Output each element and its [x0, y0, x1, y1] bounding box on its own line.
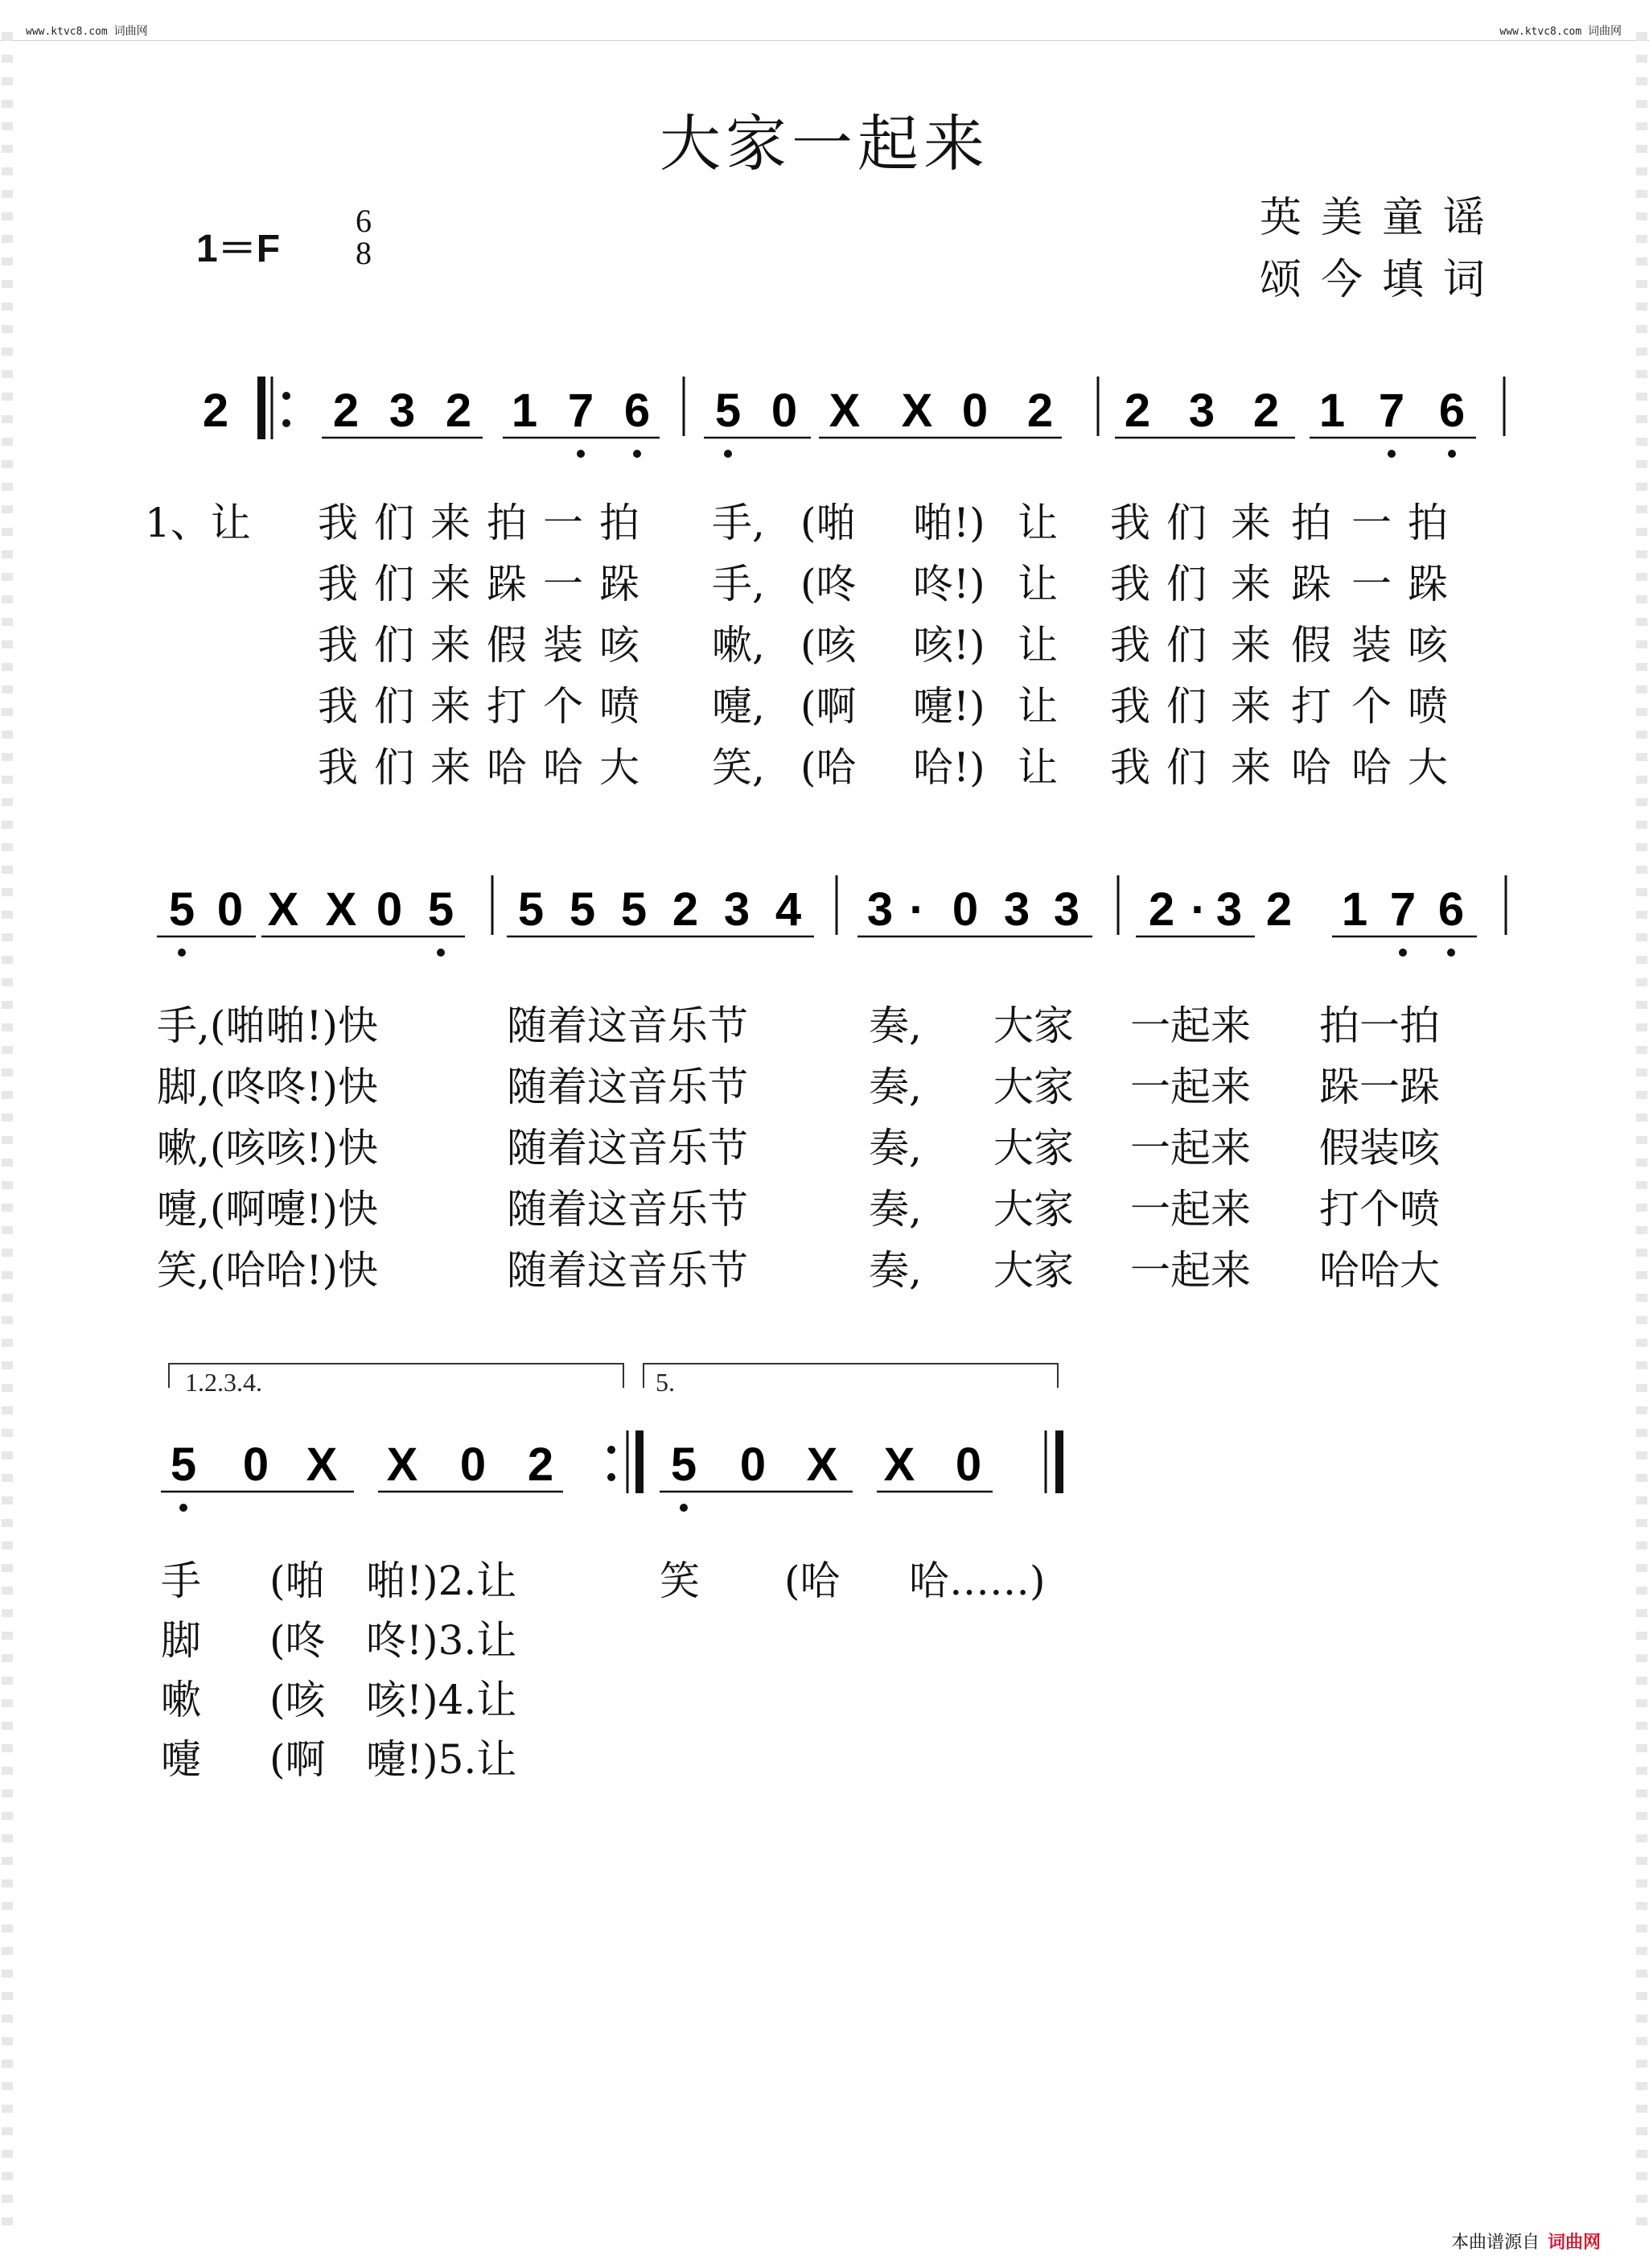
lyric-syllable: 奏,: [869, 1247, 922, 1294]
lyric-syllable: 奏,: [869, 1186, 922, 1233]
lyric-syllable: 们: [374, 500, 414, 546]
lyric-syllable: 手,: [712, 500, 765, 546]
lyric-syllable: (咳: [800, 622, 857, 669]
note: X: [829, 385, 861, 437]
credit-music: 英美童谣: [1259, 194, 1504, 242]
lyric-syllable: (哈: [800, 744, 857, 791]
note: 1: [1318, 385, 1346, 437]
song-title: 大家一起来: [660, 108, 989, 179]
lyric-syllable: 我: [1110, 683, 1150, 730]
note: X: [901, 385, 933, 437]
low-octave-dot: [680, 1504, 688, 1512]
lyric-syllable: 让: [1018, 744, 1058, 791]
lyric-syllable: 咳: [599, 622, 639, 669]
low-octave-dot: [633, 450, 641, 458]
note: 2: [1148, 883, 1175, 936]
note: 6: [1437, 883, 1465, 936]
lyric-syllable: 哈!): [913, 744, 985, 791]
lyric-syllable: 跺一跺: [1319, 1064, 1440, 1110]
lyric-syllable: 脚: [161, 1617, 201, 1664]
note: 2: [445, 385, 472, 437]
low-octave-dot: [1388, 450, 1396, 458]
lyric-syllable: 我: [1110, 500, 1150, 546]
note: 2: [1265, 883, 1293, 936]
lyric-syllable: 拍: [599, 500, 639, 546]
lyric-syllable: 装: [543, 622, 583, 669]
note: 0: [961, 385, 989, 437]
lyric-syllable: 嚏!)5.让: [366, 1736, 517, 1783]
lyric-syllable: 我: [1110, 744, 1150, 791]
lyric-syllable: 咚!): [913, 561, 985, 607]
meter-bottom: 8: [356, 235, 372, 271]
note: 0: [955, 1439, 982, 1491]
lyric-syllable: 手: [161, 1558, 201, 1604]
lyric-syllable: 哈……): [909, 1558, 1046, 1604]
lyric-syllable: 来: [1231, 683, 1271, 730]
lyric-syllable: 1、让: [145, 500, 251, 546]
note: X: [267, 883, 299, 936]
note: 0: [242, 1439, 269, 1491]
lyric-syllable: 咳!): [913, 622, 985, 669]
lyric-syllable: 喷: [1408, 683, 1448, 730]
lyric-syllable: 们: [1166, 500, 1207, 546]
lyric-syllable: 我: [318, 683, 358, 730]
note: 3: [1053, 883, 1080, 936]
lyric-syllable: 一起来: [1130, 1002, 1251, 1049]
low-octave-dot: [1447, 949, 1455, 957]
lyric-syllable: 嚏: [161, 1736, 201, 1783]
note: 7: [567, 385, 594, 437]
lyric-syllable: 随着这音乐节: [507, 1125, 748, 1171]
lyric-syllable: 啪!): [913, 500, 985, 546]
lyric-syllable: (咚: [800, 561, 857, 607]
site-url[interactable]: www.ktvc8.com: [26, 26, 108, 38]
note: 2: [527, 1439, 554, 1491]
lyric-syllable: 们: [1166, 744, 1207, 791]
lyric-syllable: 来: [1231, 744, 1271, 791]
lyric-syllable: 大家: [993, 1186, 1074, 1233]
note: 5: [517, 883, 545, 936]
lyric-syllable: 手,: [712, 561, 765, 607]
lyric-syllable: 们: [374, 744, 414, 791]
note: 2: [332, 385, 360, 437]
low-octave-dot: [437, 949, 445, 957]
lyric-syllable: 来: [430, 744, 471, 791]
low-octave-dot: [577, 450, 585, 458]
lyric-syllable: 假: [1291, 622, 1331, 669]
lyric-syllable: 大家: [993, 1064, 1074, 1110]
lyric-syllable: 哈: [487, 744, 527, 791]
note: 7: [1389, 883, 1417, 936]
lyric-syllable: 来: [1231, 561, 1271, 607]
lyric-syllable: 嗽,(咳咳!)快: [157, 1125, 378, 1171]
note: 2: [1124, 385, 1151, 437]
note: 5: [168, 883, 195, 936]
lyric-syllable: 咳: [1408, 622, 1448, 669]
lyric-syllable: 我: [318, 500, 358, 546]
lyric-syllable: (啊: [800, 683, 857, 730]
lyric-syllable: 拍一拍: [1319, 1002, 1440, 1049]
repeat-start-thick: [257, 377, 265, 439]
credit-lyrics: 颂今填词: [1259, 256, 1504, 304]
lyric-syllable: 拍: [1291, 500, 1331, 546]
note: 2: [202, 385, 229, 437]
lyric-syllable: 嗽,: [712, 622, 765, 669]
lyric-syllable: 笑,: [712, 744, 765, 791]
lyric-syllable: 大家: [993, 1247, 1074, 1294]
lyric-syllable: 嚏,: [712, 683, 765, 730]
note: 0: [216, 883, 244, 936]
lyric-syllable: 我: [1110, 561, 1150, 607]
note: 1: [1341, 883, 1368, 936]
note: X: [883, 1439, 915, 1491]
note: 6: [623, 385, 651, 437]
note: 3: [389, 385, 416, 437]
lyric-syllable: 拍: [487, 500, 527, 546]
lyric-syllable: 随着这音乐节: [507, 1186, 748, 1233]
lyric-syllable: 大: [1408, 744, 1448, 791]
lyric-syllable: 一起来: [1130, 1064, 1251, 1110]
lyric-syllable: 随着这音乐节: [507, 1002, 748, 1049]
ending-bracket-1: 1.2.3.4.: [185, 1368, 262, 1397]
lyric-syllable: 们: [1166, 683, 1207, 730]
lyric-syllable: 我: [318, 744, 358, 791]
note: 2: [672, 883, 699, 936]
lyric-syllable: 哈哈大: [1319, 1247, 1440, 1294]
note: 4: [775, 883, 802, 936]
lyric-syllable: 一: [543, 561, 583, 607]
lyric-syllable: 嗽: [161, 1677, 201, 1723]
note: 3: [1188, 385, 1215, 437]
lyric-syllable: (咚: [269, 1617, 326, 1664]
meter-top: 6: [356, 203, 372, 239]
site-url[interactable]: www.ktvc8.com: [1499, 26, 1582, 38]
lyric-syllable: 打: [487, 683, 527, 730]
lyric-syllable: 随着这音乐节: [507, 1247, 748, 1294]
note: 2: [1026, 385, 1054, 437]
lyric-syllable: 咚!)3.让: [366, 1617, 517, 1664]
repeat-dot: [282, 419, 290, 427]
low-octave-dot: [724, 450, 732, 458]
lyric-syllable: (啊: [269, 1736, 326, 1783]
lyric-syllable: 一: [1351, 500, 1392, 546]
low-octave-dot: [1448, 450, 1456, 458]
site-name: 词曲网: [113, 25, 148, 38]
note: 7: [1378, 385, 1405, 437]
lyric-syllable: (啪: [269, 1558, 326, 1604]
lyric-syllable: 打个喷: [1319, 1186, 1440, 1233]
lyric-syllable: 哈: [1351, 744, 1392, 791]
note: 2: [1252, 385, 1280, 437]
note: X: [806, 1439, 838, 1491]
lyric-syllable: 手,(啪啪!)快: [157, 1002, 378, 1049]
lyric-syllable: 喷: [599, 683, 639, 730]
lyric-syllable: 咳!)4.让: [366, 1677, 517, 1723]
lyric-syllable: 来: [1231, 622, 1271, 669]
note: 1: [511, 385, 538, 437]
note: 5: [714, 385, 742, 437]
repeat-dot: [607, 1473, 615, 1481]
lyric-syllable: 个: [1351, 683, 1392, 730]
lyric-syllable: 一起来: [1130, 1247, 1251, 1294]
note: 3: [1215, 883, 1243, 936]
lyric-syllable: 嚏!): [913, 683, 985, 730]
repeat-dot: [282, 392, 290, 400]
lyric-syllable: 来: [430, 500, 471, 546]
lyric-syllable: 打: [1291, 683, 1331, 730]
note: ·: [1190, 883, 1207, 936]
key-signature: 1＝F: [196, 228, 281, 270]
note: 0: [459, 1439, 487, 1491]
lyric-syllable: 大家: [993, 1125, 1074, 1171]
lyric-syllable: 个: [543, 683, 583, 730]
note: ·: [909, 883, 925, 936]
lyric-syllable: 脚,(咚咚!)快: [157, 1064, 378, 1110]
note: X: [386, 1439, 418, 1491]
lyric-syllable: 一: [1351, 561, 1392, 607]
note: 5: [670, 1439, 697, 1491]
lyric-syllable: 拍: [1408, 500, 1448, 546]
note: 0: [952, 883, 979, 936]
lyric-syllable: 让: [1018, 561, 1058, 607]
note: 3: [1003, 883, 1030, 936]
lyric-syllable: 奏,: [869, 1064, 922, 1110]
lyric-syllable: 们: [374, 622, 414, 669]
footer-text: 本曲谱源自: [1450, 2233, 1540, 2253]
note: 0: [376, 883, 403, 936]
repeat-end-thick: [635, 1430, 644, 1493]
lyric-syllable: 让: [1018, 683, 1058, 730]
note: 5: [170, 1439, 197, 1491]
lyric-syllable: 哈: [1291, 744, 1331, 791]
lyric-syllable: 来: [430, 683, 471, 730]
lyric-syllable: (咳: [269, 1677, 326, 1723]
lyric-syllable: 我: [1110, 622, 1150, 669]
lyric-syllable: 哈: [543, 744, 583, 791]
note: 3: [866, 883, 894, 936]
lyric-syllable: 我: [318, 622, 358, 669]
lyric-syllable: 奏,: [869, 1002, 922, 1049]
lyric-syllable: 大: [599, 744, 639, 791]
lyric-syllable: 一: [543, 500, 583, 546]
ending-bracket-2: 5.: [656, 1368, 675, 1397]
low-octave-dot: [179, 1504, 187, 1512]
low-octave-dot: [1399, 949, 1407, 957]
lyric-syllable: 们: [1166, 561, 1207, 607]
lyric-syllable: 笑,(哈哈!)快: [157, 1247, 378, 1294]
repeat-dot: [607, 1446, 615, 1454]
note: 5: [569, 883, 596, 936]
lyric-syllable: 随着这音乐节: [507, 1064, 748, 1110]
lyric-syllable: 们: [374, 561, 414, 607]
lyric-syllable: 假: [487, 622, 527, 669]
lyric-syllable: 跺: [1408, 561, 1448, 607]
lyric-syllable: 们: [374, 683, 414, 730]
note: 0: [771, 385, 798, 437]
lyric-syllable: 我: [318, 561, 358, 607]
lyric-syllable: 们: [1166, 622, 1207, 669]
lyric-syllable: 跺: [1291, 561, 1331, 607]
note: 5: [427, 883, 454, 936]
low-octave-dot: [178, 949, 186, 957]
note: 0: [739, 1439, 767, 1491]
note: X: [306, 1439, 338, 1491]
note: 5: [620, 883, 648, 936]
note: 3: [723, 883, 750, 936]
lyric-syllable: 笑: [660, 1558, 700, 1604]
lyric-syllable: (啪: [800, 500, 857, 546]
lyric-syllable: (哈: [784, 1558, 841, 1604]
lyric-syllable: 大家: [993, 1002, 1074, 1049]
lyric-syllable: 奏,: [869, 1125, 922, 1171]
lyric-syllable: 一起来: [1130, 1125, 1251, 1171]
note: 6: [1438, 385, 1466, 437]
lyric-syllable: 来: [1231, 500, 1271, 546]
volta-2: [644, 1364, 1058, 1388]
lyric-syllable: 来: [430, 561, 471, 607]
lyric-syllable: 跺: [599, 561, 639, 607]
lyric-syllable: 啪!)2.让: [366, 1558, 517, 1604]
lyric-syllable: 装: [1351, 622, 1392, 669]
lyric-syllable: 跺: [487, 561, 527, 607]
lyric-syllable: 来: [430, 622, 471, 669]
note: X: [325, 883, 357, 936]
footer-brand[interactable]: 词曲网: [1547, 2233, 1601, 2253]
lyric-syllable: 假装咳: [1319, 1125, 1440, 1171]
lyric-syllable: 让: [1018, 500, 1058, 546]
footer-credit: [1451, 2229, 1601, 2254]
final-thick: [1055, 1430, 1063, 1493]
lyric-syllable: 一起来: [1130, 1186, 1251, 1233]
lyric-syllable: 嚏,(啊嚏!)快: [157, 1186, 378, 1233]
site-name: 词曲网: [1588, 25, 1622, 38]
lyric-syllable: 让: [1018, 622, 1058, 669]
